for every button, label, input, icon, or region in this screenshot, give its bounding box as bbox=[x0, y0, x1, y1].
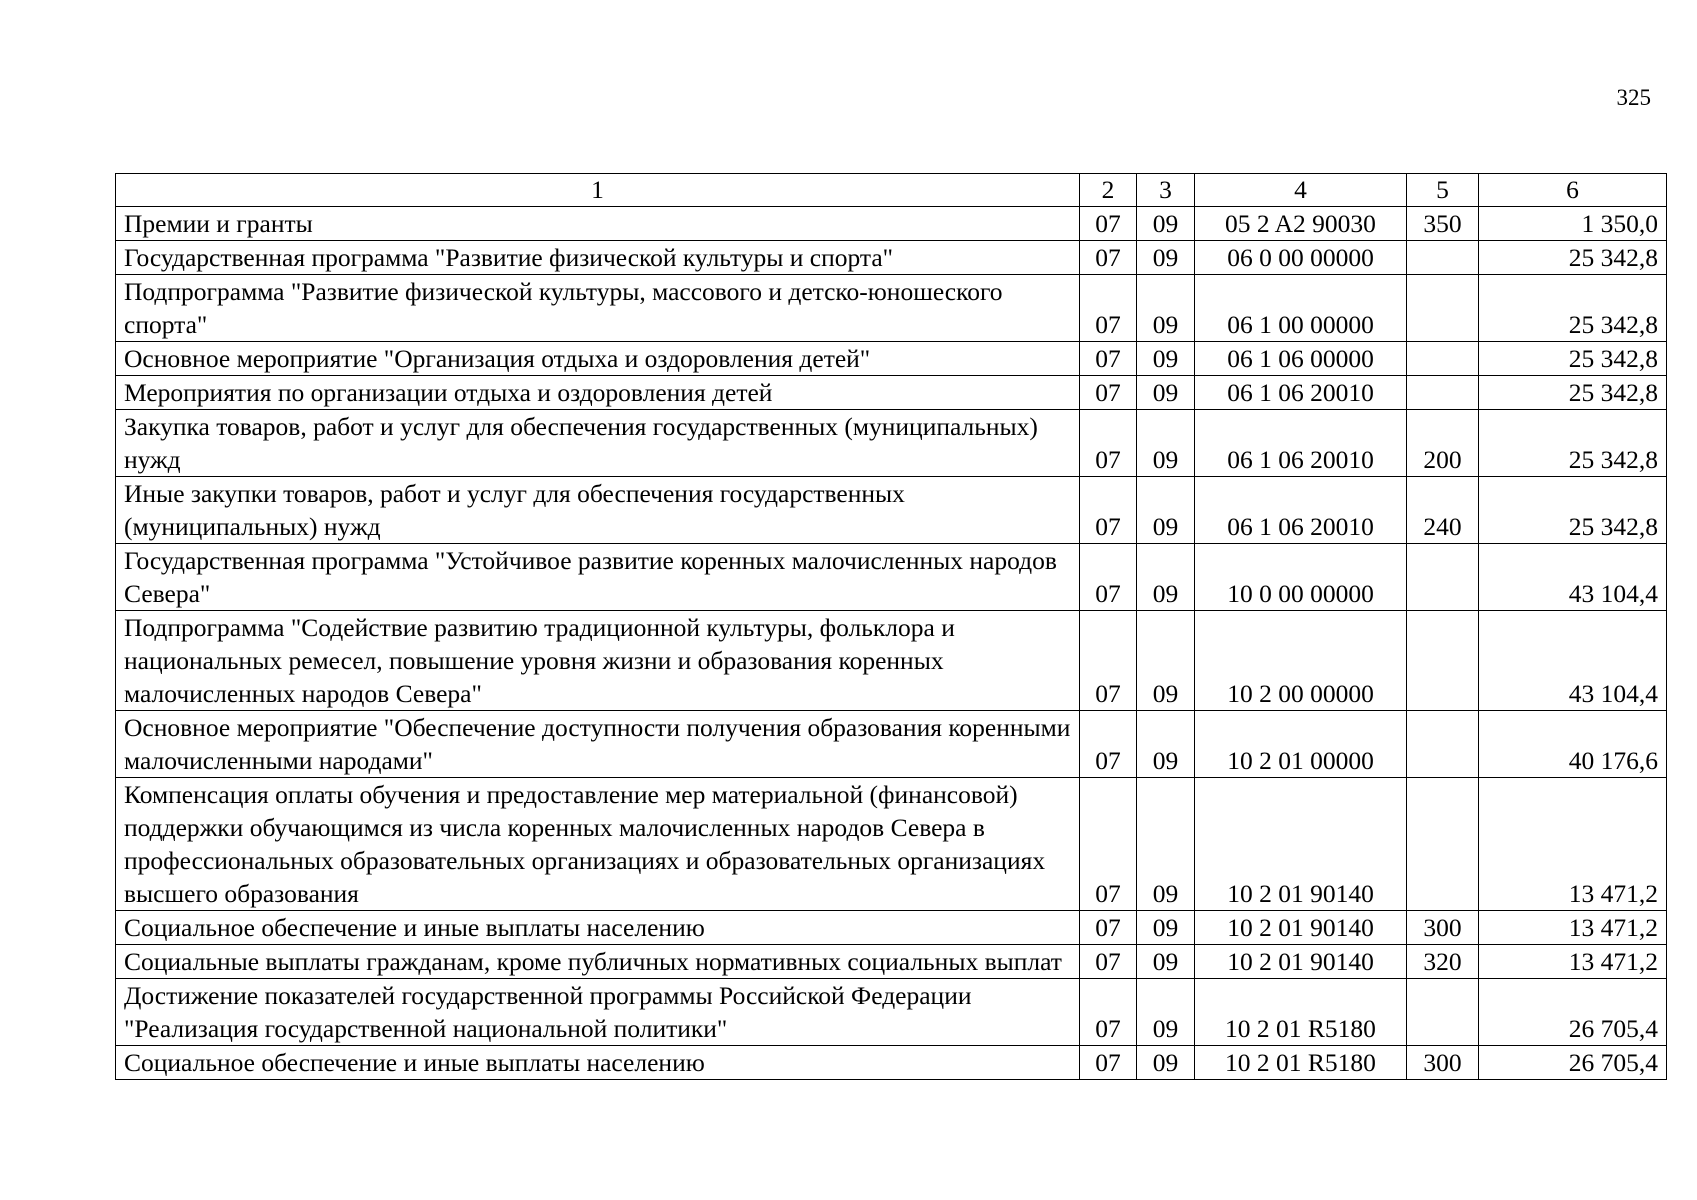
table-row bbox=[116, 241, 1667, 275]
row-name: Иные закупки товаров, работ и услуг для обеспечения государственных (муниципальных) нужд bbox=[116, 477, 1080, 544]
amount-value: 26 705,4 bbox=[1479, 1046, 1667, 1080]
subsection-code: 09 bbox=[1137, 376, 1195, 410]
subsection-code: 09 bbox=[1137, 711, 1195, 778]
target-article-code: 10 2 01 90140 bbox=[1195, 911, 1407, 945]
table-row bbox=[116, 945, 1667, 979]
expense-type-code bbox=[1407, 778, 1479, 911]
target-article-code: 06 1 06 20010 bbox=[1195, 410, 1407, 477]
expense-type-code bbox=[1407, 275, 1479, 342]
row-name: Социальное обеспечение и иные выплаты населению bbox=[116, 911, 1080, 945]
subsection-code: 09 bbox=[1137, 207, 1195, 241]
target-article-code: 06 1 06 20010 bbox=[1195, 376, 1407, 410]
expense-type-code bbox=[1407, 979, 1479, 1046]
row-name: Основное мероприятие "Организация отдыха и оздоровления детей" bbox=[116, 342, 1080, 376]
expense-type-code: 350 bbox=[1407, 207, 1479, 241]
section-code: 07 bbox=[1080, 342, 1137, 376]
target-article-code: 10 2 01 00000 bbox=[1195, 711, 1407, 778]
table-body bbox=[116, 207, 1667, 1080]
amount-value: 25 342,8 bbox=[1479, 241, 1667, 275]
amount-value: 25 342,8 bbox=[1479, 376, 1667, 410]
row-name: Закупка товаров, работ и услуг для обеспечения государственных (муниципальных) нужд bbox=[116, 410, 1080, 477]
target-article-code: 06 0 00 00000 bbox=[1195, 241, 1407, 275]
row-name: Подпрограмма "Развитие физической культуры, массового и детско-юношеского спорта" bbox=[116, 275, 1080, 342]
section-code: 07 bbox=[1080, 207, 1137, 241]
row-name: Государственная программа "Развитие физической культуры и спорта" bbox=[116, 241, 1080, 275]
row-name: Социальное обеспечение и иные выплаты населению bbox=[116, 1046, 1080, 1080]
subsection-code: 09 bbox=[1137, 477, 1195, 544]
amount-value: 13 471,2 bbox=[1479, 911, 1667, 945]
table-row bbox=[116, 778, 1667, 911]
table-row bbox=[116, 979, 1667, 1046]
subsection-code: 09 bbox=[1137, 342, 1195, 376]
header-col-5: 5 bbox=[1407, 174, 1479, 207]
row-name: Основное мероприятие "Обеспечение доступности получения образования коренными малочисленными народами" bbox=[116, 711, 1080, 778]
target-article-code: 10 2 01 90140 bbox=[1195, 945, 1407, 979]
section-code: 07 bbox=[1080, 945, 1137, 979]
subsection-code: 09 bbox=[1137, 1046, 1195, 1080]
expense-type-code bbox=[1407, 241, 1479, 275]
table-row bbox=[116, 611, 1667, 711]
row-name: Компенсация оплаты обучения и предоставление мер материальной (финансовой) поддержки обучающимся из числа коренных малочисленных народов Севера в профессиональных образовательных организациях и образовательных организациях высшего образования bbox=[116, 778, 1080, 911]
amount-value: 43 104,4 bbox=[1479, 544, 1667, 611]
header-col-2: 2 bbox=[1080, 174, 1137, 207]
amount-value: 25 342,8 bbox=[1479, 275, 1667, 342]
expense-type-code: 200 bbox=[1407, 410, 1479, 477]
target-article-code: 10 2 00 00000 bbox=[1195, 611, 1407, 711]
table-row bbox=[116, 544, 1667, 611]
subsection-code: 09 bbox=[1137, 911, 1195, 945]
table-row bbox=[116, 410, 1667, 477]
target-article-code: 06 1 06 20010 bbox=[1195, 477, 1407, 544]
amount-value: 25 342,8 bbox=[1479, 410, 1667, 477]
amount-value: 40 176,6 bbox=[1479, 711, 1667, 778]
section-code: 07 bbox=[1080, 241, 1137, 275]
row-name: Подпрограмма "Содействие развитию традиционной культуры, фольклора и национальных ремесел, повышение уровня жизни и образования коренных малочисленных народов Севера" bbox=[116, 611, 1080, 711]
target-article-code: 10 2 01 R5180 bbox=[1195, 979, 1407, 1046]
subsection-code: 09 bbox=[1137, 778, 1195, 911]
budget-table bbox=[115, 173, 1667, 1080]
amount-value: 13 471,2 bbox=[1479, 945, 1667, 979]
expense-type-code: 300 bbox=[1407, 1046, 1479, 1080]
expense-type-code bbox=[1407, 711, 1479, 778]
page-number: 325 bbox=[1616, 85, 1651, 110]
amount-value: 13 471,2 bbox=[1479, 778, 1667, 911]
section-code: 07 bbox=[1080, 611, 1137, 711]
row-name: Премии и гранты bbox=[116, 207, 1080, 241]
target-article-code: 06 1 00 00000 bbox=[1195, 275, 1407, 342]
expense-type-code bbox=[1407, 342, 1479, 376]
subsection-code: 09 bbox=[1137, 275, 1195, 342]
header-col-6: 6 bbox=[1479, 174, 1667, 207]
subsection-code: 09 bbox=[1137, 410, 1195, 477]
section-code: 07 bbox=[1080, 544, 1137, 611]
section-code: 07 bbox=[1080, 911, 1137, 945]
row-name: Достижение показателей государственной программы Российской Федерации "Реализация государственной национальной политики" bbox=[116, 979, 1080, 1046]
amount-value: 25 342,8 bbox=[1479, 477, 1667, 544]
table-row bbox=[116, 911, 1667, 945]
subsection-code: 09 bbox=[1137, 544, 1195, 611]
section-code: 07 bbox=[1080, 711, 1137, 778]
section-code: 07 bbox=[1080, 376, 1137, 410]
target-article-code: 10 0 00 00000 bbox=[1195, 544, 1407, 611]
row-name: Мероприятия по организации отдыха и оздоровления детей bbox=[116, 376, 1080, 410]
header-col-3: 3 bbox=[1137, 174, 1195, 207]
target-article-code: 10 2 01 R5180 bbox=[1195, 1046, 1407, 1080]
amount-value: 26 705,4 bbox=[1479, 979, 1667, 1046]
subsection-code: 09 bbox=[1137, 979, 1195, 1046]
table-row bbox=[116, 477, 1667, 544]
section-code: 07 bbox=[1080, 1046, 1137, 1080]
table-row bbox=[116, 275, 1667, 342]
table-row bbox=[116, 342, 1667, 376]
section-code: 07 bbox=[1080, 477, 1137, 544]
header-col-1: 1 bbox=[116, 174, 1080, 207]
section-code: 07 bbox=[1080, 275, 1137, 342]
amount-value: 43 104,4 bbox=[1479, 611, 1667, 711]
header-row bbox=[116, 174, 1667, 207]
section-code: 07 bbox=[1080, 979, 1137, 1046]
header-col-4: 4 bbox=[1195, 174, 1407, 207]
expense-type-code: 320 bbox=[1407, 945, 1479, 979]
section-code: 07 bbox=[1080, 778, 1137, 911]
amount-value: 1 350,0 bbox=[1479, 207, 1667, 241]
expense-type-code bbox=[1407, 544, 1479, 611]
amount-value: 25 342,8 bbox=[1479, 342, 1667, 376]
subsection-code: 09 bbox=[1137, 611, 1195, 711]
expense-type-code: 240 bbox=[1407, 477, 1479, 544]
target-article-code: 05 2 A2 90030 bbox=[1195, 207, 1407, 241]
section-code: 07 bbox=[1080, 410, 1137, 477]
table-row bbox=[116, 1046, 1667, 1080]
row-name: Социальные выплаты гражданам, кроме публичных нормативных социальных выплат bbox=[116, 945, 1080, 979]
expense-type-code bbox=[1407, 611, 1479, 711]
subsection-code: 09 bbox=[1137, 945, 1195, 979]
subsection-code: 09 bbox=[1137, 241, 1195, 275]
table-row bbox=[116, 711, 1667, 778]
row-name: Государственная программа "Устойчивое развитие коренных малочисленных народов Севера" bbox=[116, 544, 1080, 611]
table-row bbox=[116, 207, 1667, 241]
expense-type-code bbox=[1407, 376, 1479, 410]
table-row bbox=[116, 376, 1667, 410]
target-article-code: 06 1 06 00000 bbox=[1195, 342, 1407, 376]
expense-type-code: 300 bbox=[1407, 911, 1479, 945]
target-article-code: 10 2 01 90140 bbox=[1195, 778, 1407, 911]
